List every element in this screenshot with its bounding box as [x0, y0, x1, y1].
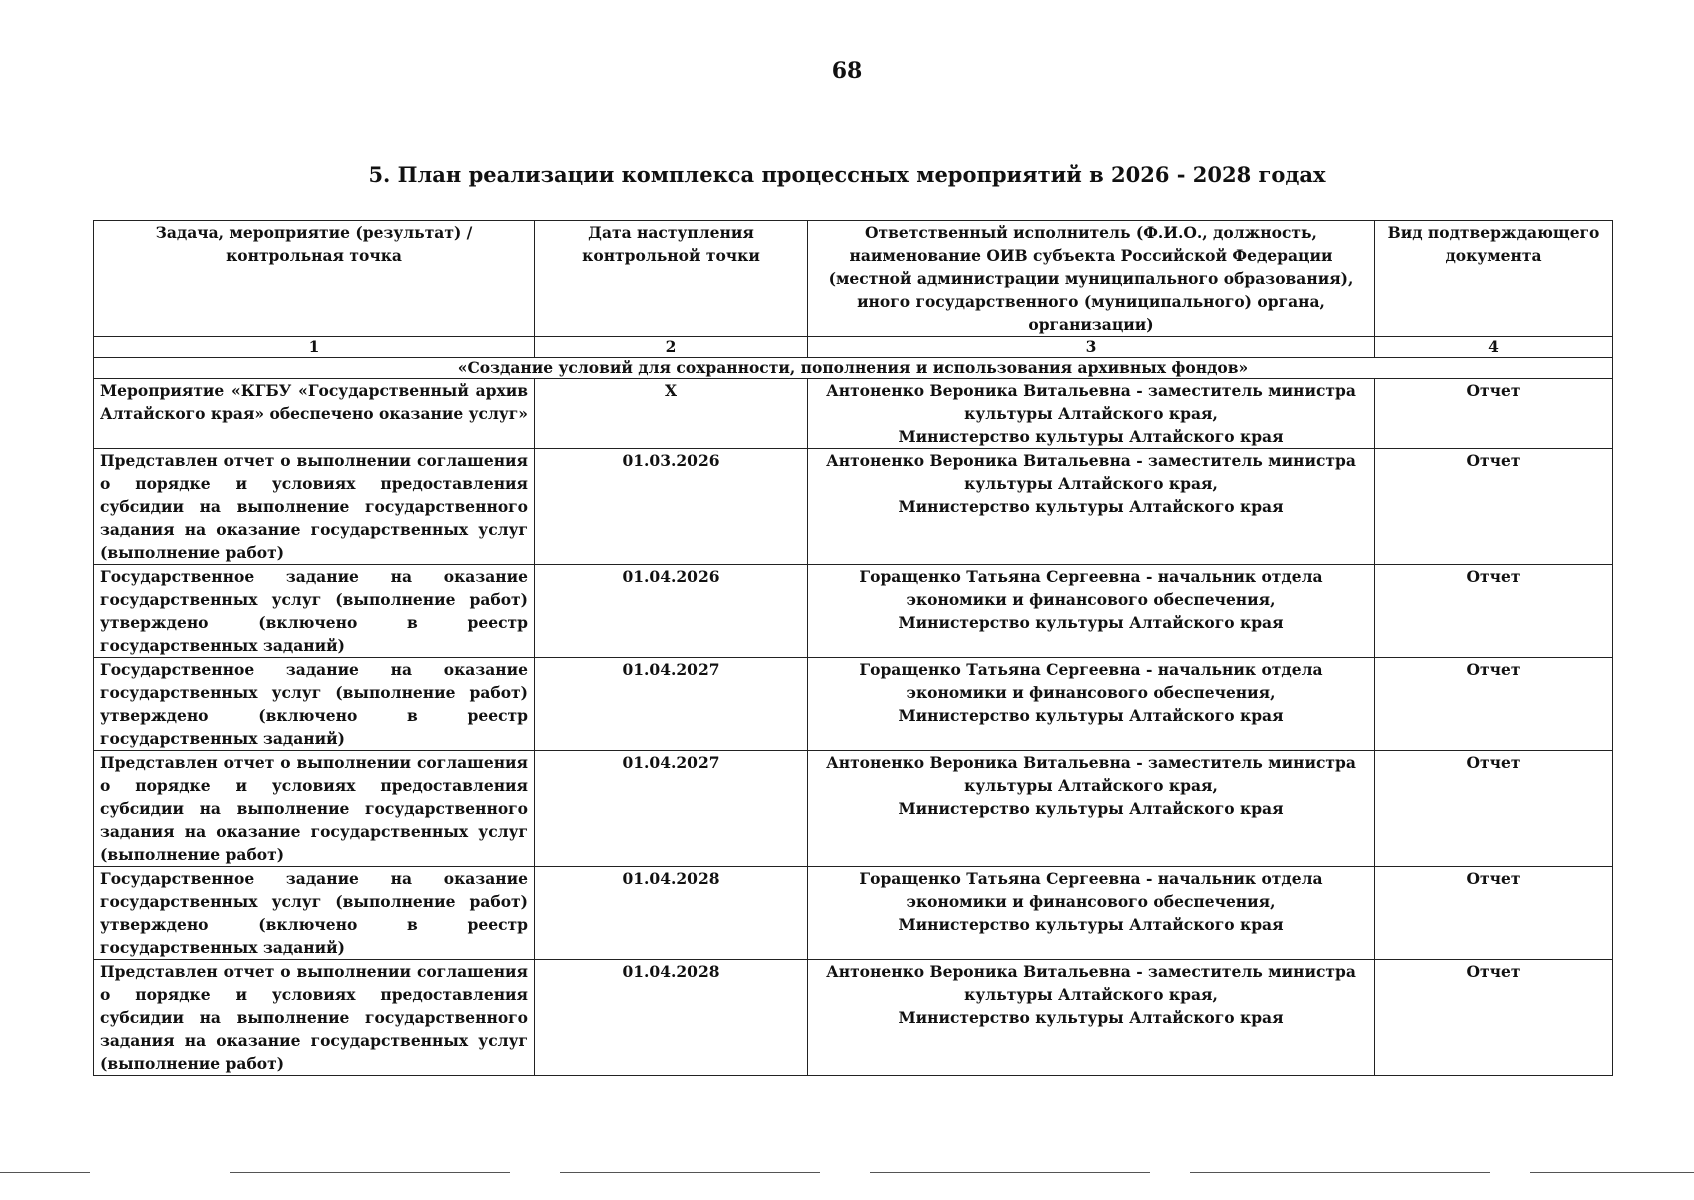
task-cell: Представлен отчет о выполнении соглашения о порядке и условиях предоставления субсидии на выполнение государственного задания на оказание государственных услуг (выполнение работ): [94, 751, 535, 867]
table-row: [94, 449, 1613, 565]
executor-line: Горащенко Татьяна Сергеевна - начальник отдела экономики и финансового обеспечения,: [859, 869, 1323, 911]
page-number: 68: [831, 58, 863, 84]
executor-line: Антоненко Вероника Витальевна - заместитель министра: [826, 381, 1356, 400]
table-row: [94, 565, 1613, 658]
executor-line: культуры Алтайского края,: [964, 474, 1218, 493]
executor-line: культуры Алтайского края,: [964, 776, 1218, 795]
table-row: [94, 867, 1613, 960]
date-cell: 01.04.2027: [535, 658, 808, 751]
executor-cell: [808, 449, 1375, 565]
table-row: [94, 379, 1613, 449]
date-cell: 01.04.2026: [535, 565, 808, 658]
document-type-cell: Отчет: [1375, 379, 1613, 449]
column-number: 4: [1375, 337, 1613, 358]
document-type-cell: Отчет: [1375, 867, 1613, 960]
document-type-cell: Отчет: [1375, 960, 1613, 1076]
column-number: 1: [94, 337, 535, 358]
task-cell: Мероприятие «КГБУ «Государственный архив Алтайского края» обеспечено оказание услуг»: [94, 379, 535, 449]
column-number-row: [94, 337, 1613, 358]
executor-line: культуры Алтайского края,: [964, 404, 1218, 423]
plan-table: [93, 220, 1613, 1076]
header-cell-task: Задача, мероприятие (результат) / контрольная точка: [94, 221, 535, 337]
executor-line: Министерство культуры Алтайского края: [898, 915, 1284, 934]
column-number: 3: [808, 337, 1375, 358]
executor-cell: [808, 658, 1375, 751]
executor-line: Министерство культуры Алтайского края: [898, 613, 1284, 632]
executor-cell: [808, 867, 1375, 960]
executor-line: Антоненко Вероника Витальевна - заместитель министра: [826, 451, 1356, 470]
section-title: «Создание условий для сохранности, пополнения и использования архивных фондов»: [94, 358, 1613, 379]
date-cell: 01.04.2028: [535, 960, 808, 1076]
header-cell-document: Вид подтверждающего документа: [1375, 221, 1613, 337]
task-cell: Государственное задание на оказание государственных услуг (выполнение работ) утверждено (включено в реестр государственных заданий): [94, 565, 535, 658]
page-title: 5. План реализации комплекса процессных мероприятий в 2026 - 2028 годах: [368, 162, 1326, 187]
executor-line: Горащенко Татьяна Сергеевна - начальник отдела экономики и финансового обеспечения,: [859, 660, 1323, 702]
executor-line: Министерство культуры Алтайского края: [898, 706, 1284, 725]
table-row: [94, 751, 1613, 867]
task-cell: Государственное задание на оказание государственных услуг (выполнение работ) утверждено (включено в реестр государственных заданий): [94, 658, 535, 751]
table-row: [94, 960, 1613, 1076]
executor-cell: [808, 960, 1375, 1076]
document-type-cell: Отчет: [1375, 751, 1613, 867]
date-cell: 01.04.2028: [535, 867, 808, 960]
section-row: [94, 358, 1613, 379]
executor-line: Антоненко Вероника Витальевна - заместитель министра: [826, 753, 1356, 772]
executor-line: Горащенко Татьяна Сергеевна - начальник отдела экономики и финансового обеспечения,: [859, 567, 1323, 609]
date-cell: X: [535, 379, 808, 449]
executor-line: Министерство культуры Алтайского края: [898, 497, 1284, 516]
document-type-cell: Отчет: [1375, 658, 1613, 751]
executor-line: Антоненко Вероника Витальевна - заместитель министра: [826, 962, 1356, 981]
document-type-cell: Отчет: [1375, 449, 1613, 565]
executor-line: Министерство культуры Алтайского края: [898, 799, 1284, 818]
document-type-cell: Отчет: [1375, 565, 1613, 658]
header-row: [94, 221, 1613, 337]
scan-artifact-lines: [0, 1172, 1694, 1178]
executor-line: культуры Алтайского края,: [964, 985, 1218, 1004]
date-cell: 01.03.2026: [535, 449, 808, 565]
executor-line: Министерство культуры Алтайского края: [898, 427, 1284, 446]
date-cell: 01.04.2027: [535, 751, 808, 867]
table-row: [94, 658, 1613, 751]
executor-line: Министерство культуры Алтайского края: [898, 1008, 1284, 1027]
column-number: 2: [535, 337, 808, 358]
executor-cell: [808, 565, 1375, 658]
task-cell: Государственное задание на оказание государственных услуг (выполнение работ) утверждено (включено в реестр государственных заданий): [94, 867, 535, 960]
task-cell: Представлен отчет о выполнении соглашения о порядке и условиях предоставления субсидии на выполнение государственного задания на оказание государственных услуг (выполнение работ): [94, 449, 535, 565]
executor-cell: [808, 751, 1375, 867]
executor-cell: [808, 379, 1375, 449]
header-cell-executor: Ответственный исполнитель (Ф.И.О., должность, наименование ОИВ субъекта Российской Федерации (местной администрации муниципального образования), иного государственного (муниципального) органа, организации): [808, 221, 1375, 337]
task-cell: Представлен отчет о выполнении соглашения о порядке и условиях предоставления субсидии на выполнение государственного задания на оказание государственных услуг (выполнение работ): [94, 960, 535, 1076]
header-cell-date: Дата наступления контрольной точки: [535, 221, 808, 337]
